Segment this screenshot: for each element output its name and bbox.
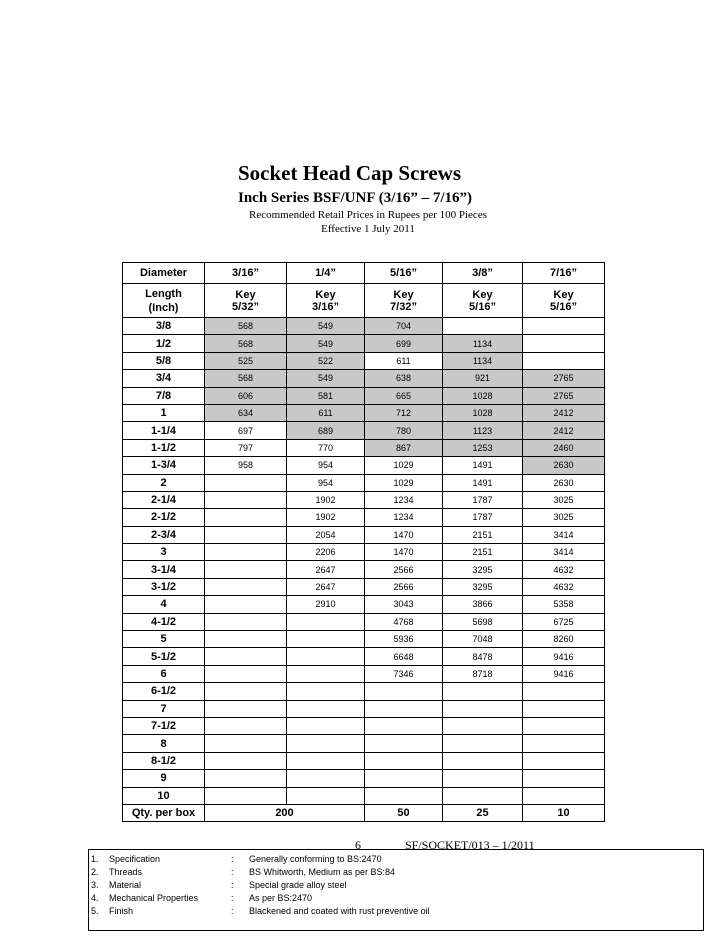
price-cell (205, 717, 287, 734)
price-cell: 797 (205, 439, 287, 456)
table-row (123, 631, 605, 648)
price-cell: 3414 (523, 526, 605, 543)
price-cell: 1470 (365, 544, 443, 561)
length-cell: 1-1/4 (123, 422, 205, 439)
price-cell (365, 752, 443, 769)
table-row (123, 596, 605, 613)
price-cell (365, 700, 443, 717)
price-cell: 1491 (443, 474, 523, 491)
key-header (205, 284, 287, 318)
price-cell: 549 (287, 318, 365, 335)
spec-value: Generally conforming to BS:2470 (249, 854, 382, 864)
table-row (123, 370, 605, 387)
length-cell: 3/4 (123, 370, 205, 387)
price-cell: 7346 (365, 665, 443, 682)
price-cell: 581 (287, 387, 365, 404)
price-cell (205, 631, 287, 648)
price-cell: 3025 (523, 509, 605, 526)
price-cell (523, 735, 605, 752)
price-cell: 1787 (443, 491, 523, 508)
price-cell: 5358 (523, 596, 605, 613)
price-cell (205, 491, 287, 508)
spec-number: 1. (91, 854, 99, 864)
table-row (123, 717, 605, 734)
table-row (123, 613, 605, 630)
length-cell: 7/8 (123, 387, 205, 404)
price-cell: 4632 (523, 561, 605, 578)
table-row (123, 526, 605, 543)
price-cell (523, 770, 605, 787)
length-cell: 10 (123, 787, 205, 804)
price-cell (443, 683, 523, 700)
price-cell: 2412 (523, 404, 605, 421)
length-cell: 3-1/2 (123, 578, 205, 595)
table-row (123, 770, 605, 787)
price-cell: 958 (205, 457, 287, 474)
key-label: Key (315, 288, 336, 301)
table-row (123, 665, 605, 682)
length-cell: 7 (123, 700, 205, 717)
spec-row (91, 905, 691, 918)
price-cell: 525 (205, 352, 287, 369)
price-cell: 2765 (523, 370, 605, 387)
key-header (287, 284, 365, 318)
price-cell: 2566 (365, 561, 443, 578)
price-cell: 9416 (523, 648, 605, 665)
diameter-header: 7/16” (523, 263, 605, 284)
length-cell: 6 (123, 665, 205, 682)
price-cell (523, 752, 605, 769)
price-note: Recommended Retail Prices in Rupees per 100 Pieces (249, 209, 487, 221)
spec-separator: : (231, 867, 234, 877)
price-cell: 7048 (443, 631, 523, 648)
price-cell: 2412 (523, 422, 605, 439)
spec-number: 3. (91, 880, 99, 890)
key-size: 5/32” (232, 300, 259, 313)
price-cell (443, 770, 523, 787)
length-cell: 8 (123, 735, 205, 752)
table-row (123, 735, 605, 752)
spec-row (91, 853, 691, 866)
price-cell: 1902 (287, 509, 365, 526)
page-number: 6 (355, 838, 361, 850)
length-cell: 1/2 (123, 335, 205, 352)
length-cell: 1 (123, 404, 205, 421)
price-cell: 2054 (287, 526, 365, 543)
table-row (123, 752, 605, 769)
qty-cell: 50 (365, 804, 443, 821)
spec-label: Specification (109, 854, 161, 864)
spec-label: Finish (109, 906, 134, 916)
length-cell: 1-3/4 (123, 457, 205, 474)
price-cell (205, 544, 287, 561)
length-cell: 2-1/2 (123, 509, 205, 526)
spec-number: 4. (91, 893, 99, 903)
table-row (123, 509, 605, 526)
price-cell (365, 787, 443, 804)
price-cell (205, 752, 287, 769)
spec-row (91, 866, 691, 879)
table-row (123, 787, 605, 804)
price-cell (205, 526, 287, 543)
price-cell: 697 (205, 422, 287, 439)
price-cell: 1253 (443, 439, 523, 456)
price-cell: 5936 (365, 631, 443, 648)
price-cell (205, 665, 287, 682)
price-cell: 3043 (365, 596, 443, 613)
spec-separator: : (231, 906, 234, 916)
table-row (123, 352, 605, 369)
length-cell: 9 (123, 770, 205, 787)
key-label: Key (553, 288, 574, 301)
price-cell (205, 578, 287, 595)
key-header (365, 284, 443, 318)
price-cell: 699 (365, 335, 443, 352)
price-cell: 1029 (365, 474, 443, 491)
price-cell: 568 (205, 335, 287, 352)
length-cell: 4-1/2 (123, 613, 205, 630)
price-cell: 1028 (443, 404, 523, 421)
table-row (123, 491, 605, 508)
price-cell (287, 717, 365, 734)
diameter-header: 1/4” (287, 263, 365, 284)
table-row (123, 422, 605, 439)
price-cell (205, 683, 287, 700)
length-cell: 4 (123, 596, 205, 613)
price-cell (205, 648, 287, 665)
qty-row (123, 804, 605, 821)
price-cell: 1234 (365, 509, 443, 526)
diameter-header: 3/8” (443, 263, 523, 284)
price-cell: 2630 (523, 457, 605, 474)
spec-row (91, 879, 691, 892)
table-row (123, 318, 605, 335)
title-block (238, 160, 538, 236)
price-cell: 780 (365, 422, 443, 439)
price-cell: 5698 (443, 613, 523, 630)
price-cell: 549 (287, 335, 365, 352)
header-row (123, 263, 605, 284)
price-cell: 3025 (523, 491, 605, 508)
price-cell: 638 (365, 370, 443, 387)
price-cell: 611 (365, 352, 443, 369)
table-row (123, 683, 605, 700)
price-cell: 606 (205, 387, 287, 404)
length-cell: 3 (123, 544, 205, 561)
price-cell: 1787 (443, 509, 523, 526)
price-cell (443, 318, 523, 335)
price-cell: 2630 (523, 474, 605, 491)
diameter-header: 3/16” (205, 263, 287, 284)
length-cell: 2-3/4 (123, 526, 205, 543)
price-cell: 665 (365, 387, 443, 404)
price-cell (205, 596, 287, 613)
price-cell (523, 335, 605, 352)
price-cell: 634 (205, 404, 287, 421)
spec-number: 5. (91, 906, 99, 916)
table-row (123, 700, 605, 717)
diameter-label: Diameter (123, 263, 205, 284)
table-row (123, 457, 605, 474)
price-cell (205, 700, 287, 717)
price-cell (523, 787, 605, 804)
length-cell: 6-1/2 (123, 683, 205, 700)
length-cell: 1-1/2 (123, 439, 205, 456)
price-cell (287, 665, 365, 682)
price-table (122, 262, 605, 822)
price-cell: 6725 (523, 613, 605, 630)
price-cell (443, 717, 523, 734)
price-cell (287, 752, 365, 769)
spec-separator: : (231, 880, 234, 890)
price-cell (523, 700, 605, 717)
price-cell (443, 787, 523, 804)
price-cell: 2151 (443, 544, 523, 561)
spec-row (91, 892, 691, 905)
key-label: Key (393, 288, 414, 301)
price-cell: 2647 (287, 561, 365, 578)
price-cell: 689 (287, 422, 365, 439)
price-cell: 1491 (443, 457, 523, 474)
spec-label: Material (109, 880, 142, 890)
price-cell: 4632 (523, 578, 605, 595)
price-cell: 867 (365, 439, 443, 456)
price-cell: 2566 (365, 578, 443, 595)
price-cell: 712 (365, 404, 443, 421)
price-cell: 2647 (287, 578, 365, 595)
price-cell: 611 (287, 404, 365, 421)
price-cell: 2206 (287, 544, 365, 561)
price-cell (523, 318, 605, 335)
price-cell: 568 (205, 370, 287, 387)
spec-value: BS Whitworth, Medium as per BS:84 (249, 867, 396, 877)
page-title: Socket Head Cap Screws (238, 161, 462, 185)
price-cell: 8478 (443, 648, 523, 665)
price-cell (523, 717, 605, 734)
length-cell: 3/8 (123, 318, 205, 335)
price-cell: 3866 (443, 596, 523, 613)
price-cell: 8718 (443, 665, 523, 682)
length-cell: 2 (123, 474, 205, 491)
length-cell: 5-1/2 (123, 648, 205, 665)
specifications-box (88, 849, 704, 931)
price-cell (287, 700, 365, 717)
key-label: Key (472, 288, 493, 301)
length-cell: 2-1/4 (123, 491, 205, 508)
price-cell: 2765 (523, 387, 605, 404)
price-cell (287, 648, 365, 665)
spec-value: As per BS:2470 (249, 893, 313, 903)
qty-cell: 200 (205, 804, 365, 821)
table-row (123, 474, 605, 491)
price-cell: 2460 (523, 439, 605, 456)
qty-cell: 10 (523, 804, 605, 821)
price-cell (205, 770, 287, 787)
price-cell (365, 735, 443, 752)
key-size: 5/16” (550, 300, 577, 313)
price-cell (205, 509, 287, 526)
table-row (123, 404, 605, 421)
length-cell: 3-1/4 (123, 561, 205, 578)
key-label: Key (235, 288, 256, 301)
price-cell (443, 735, 523, 752)
price-cell: 2910 (287, 596, 365, 613)
table-row (123, 335, 605, 352)
price-cell (205, 787, 287, 804)
price-cell: 1134 (443, 352, 523, 369)
length-label-text: Length (Inch) (145, 287, 182, 314)
price-cell: 954 (287, 474, 365, 491)
key-size: 7/32” (390, 300, 417, 313)
price-cell (205, 561, 287, 578)
qty-label: Qty. per box (123, 804, 205, 821)
price-cell (523, 352, 605, 369)
table-row (123, 648, 605, 665)
length-label (123, 284, 205, 318)
length-cell: 5/8 (123, 352, 205, 369)
qty-cell: 25 (443, 804, 523, 821)
key-header (523, 284, 605, 318)
table-row (123, 578, 605, 595)
price-cell: 3295 (443, 578, 523, 595)
price-cell (287, 787, 365, 804)
price-cell (287, 770, 365, 787)
spec-separator: : (231, 854, 234, 864)
key-size: 3/16” (312, 300, 339, 313)
table-row (123, 439, 605, 456)
price-cell: 921 (443, 370, 523, 387)
table-row (123, 544, 605, 561)
price-cell: 549 (287, 370, 365, 387)
price-cell: 9416 (523, 665, 605, 682)
price-cell (205, 735, 287, 752)
price-cell (287, 683, 365, 700)
length-cell: 5 (123, 631, 205, 648)
spec-label: Mechanical Properties (109, 893, 199, 903)
price-cell (287, 631, 365, 648)
key-row (123, 284, 605, 318)
key-header (443, 284, 523, 318)
price-cell: 6648 (365, 648, 443, 665)
key-size: 5/16” (469, 300, 496, 313)
effective-date: Effective 1 July 2011 (321, 223, 415, 235)
price-cell (365, 683, 443, 700)
diameter-header: 5/16” (365, 263, 443, 284)
price-cell: 1134 (443, 335, 523, 352)
spec-label: Threads (109, 867, 143, 877)
page-subtitle: Inch Series BSF/UNF (3/16” – 7/16”) (238, 190, 473, 206)
price-cell: 2151 (443, 526, 523, 543)
price-cell (365, 717, 443, 734)
price-cell (523, 683, 605, 700)
price-cell (287, 735, 365, 752)
price-cell: 704 (365, 318, 443, 335)
table-row (123, 387, 605, 404)
price-cell: 1902 (287, 491, 365, 508)
price-cell (443, 752, 523, 769)
document-reference: SF/SOCKET/013 – 1/2011 (405, 838, 535, 850)
price-cell: 954 (287, 457, 365, 474)
price-cell: 3414 (523, 544, 605, 561)
price-cell (365, 770, 443, 787)
price-cell (205, 613, 287, 630)
price-cell: 522 (287, 352, 365, 369)
length-cell: 7-1/2 (123, 717, 205, 734)
price-cell (443, 700, 523, 717)
price-cell: 1028 (443, 387, 523, 404)
price-cell: 770 (287, 439, 365, 456)
price-cell (205, 474, 287, 491)
price-cell: 3295 (443, 561, 523, 578)
price-cell: 1470 (365, 526, 443, 543)
spec-number: 2. (91, 867, 99, 877)
table-row (123, 561, 605, 578)
price-cell: 568 (205, 318, 287, 335)
spec-value: Blackened and coated with rust preventive oil (249, 906, 430, 916)
price-cell: 8260 (523, 631, 605, 648)
price-cell: 4768 (365, 613, 443, 630)
spec-value: Special grade alloy steel (249, 880, 347, 890)
price-cell (287, 613, 365, 630)
price-cell: 1123 (443, 422, 523, 439)
price-cell: 1234 (365, 491, 443, 508)
length-cell: 8-1/2 (123, 752, 205, 769)
price-cell: 1029 (365, 457, 443, 474)
spec-separator: : (231, 893, 234, 903)
